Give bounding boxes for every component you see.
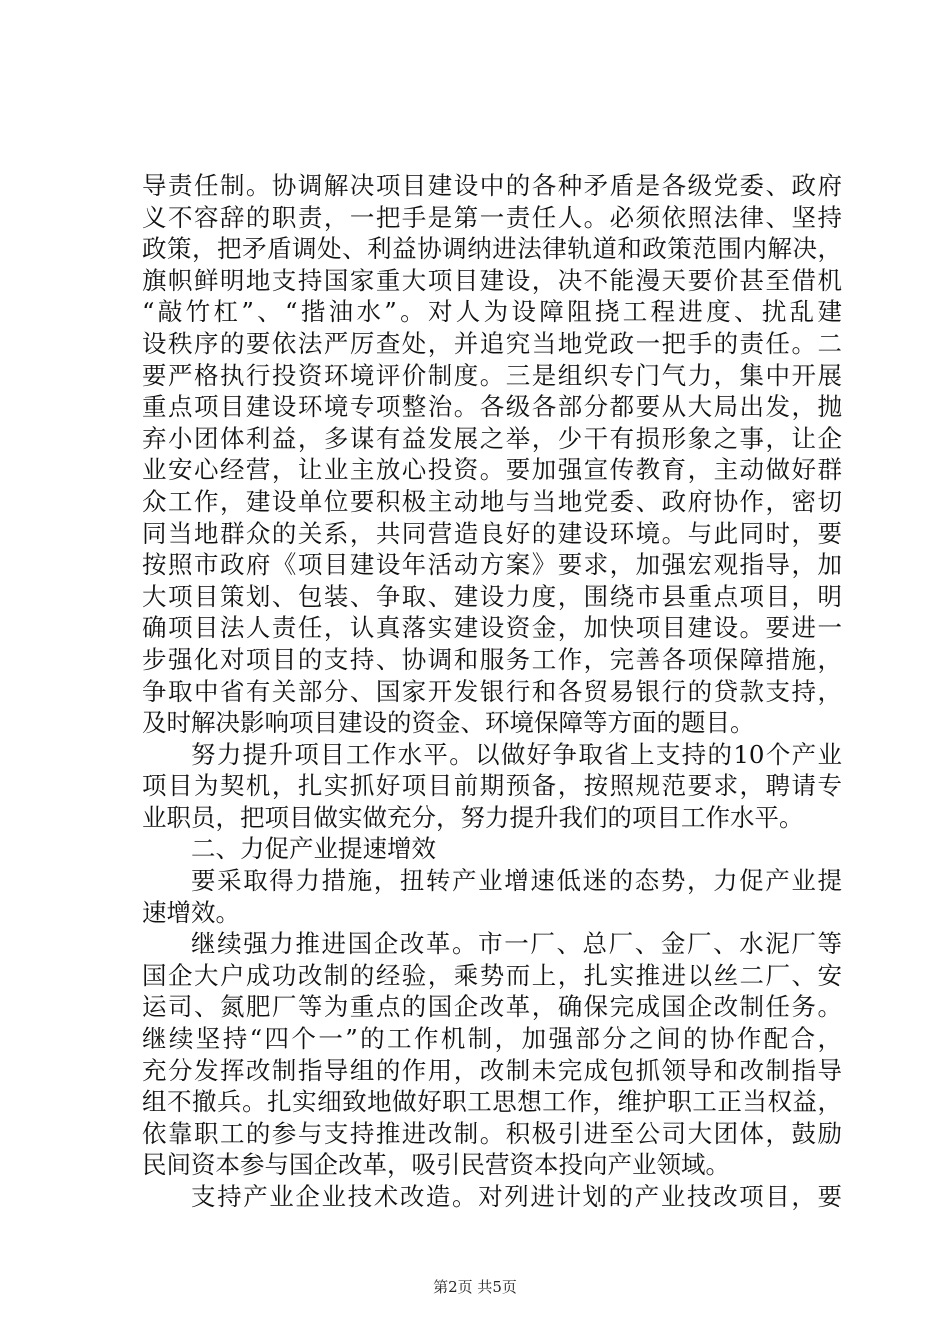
document-body bbox=[142, 170, 842, 1213]
text-line: 运司、氮肥厂等为重点的国企改革，确保完成国企改制任务。 bbox=[142, 992, 842, 1022]
text-line: 继续坚持“四个一”的工作机制，加强部分之间的协作配合， bbox=[142, 1024, 842, 1054]
text-line: 业职员，把项目做实做充分，努力提升我们的项目工作水平。 bbox=[142, 802, 804, 832]
text-line: 依靠职工的参与支持推进改制。积极引进至公司大团体，鼓励 bbox=[142, 1118, 842, 1148]
text-line: 国企大户成功改制的经验，乘势而上，扎实推进以丝二厂、安 bbox=[142, 960, 842, 990]
text-line: 按照市政府《项目建设年活动方案》要求，加强宏观指导，加 bbox=[142, 550, 842, 580]
text-line: 旗帜鲜明地支持国家重大项目建设，决不能漫天要价甚至借机 bbox=[142, 265, 842, 295]
page-footer: 第2页 共5页 bbox=[433, 1278, 517, 1296]
text-line: 争取中省有关部分、国家开发银行和各贸易银行的贷款支持， bbox=[142, 676, 842, 706]
text-line: 导责任制。协调解决项目建设中的各种矛盾是各级党委、政府 bbox=[142, 171, 842, 200]
text-line: 组不撤兵。扎实细致地做好职工思想工作，维护职工正当权益， bbox=[142, 1087, 842, 1117]
text-line: 弃小团体利益，多谋有益发展之举，少干有损形象之事，让企 bbox=[142, 423, 842, 453]
text-line: “敲竹杠”、“揩油水”。对人为设障阻挠工程进度、扰乱建 bbox=[142, 297, 842, 327]
text-line: 步强化对项目的支持、协调和服务工作，完善各项保障措施， bbox=[142, 644, 842, 674]
text-line: 业安心经营，让业主放心投资。要加强宣传教育，主动做好群 bbox=[142, 455, 842, 485]
text-line: 重点项目建设环境专项整治。各级各部分都要从大局出发，抛 bbox=[142, 392, 842, 422]
text-line: 要严格执行投资环境评价制度。三是组织专门气力，集中开展 bbox=[142, 360, 842, 390]
text-line: 要采取得力措施，扭转产业增速低迷的态势，力促产业提 bbox=[191, 866, 842, 896]
text-line: 及时解决影响项目建设的资金、环境保障等方面的题目。 bbox=[142, 708, 755, 738]
text-line: 设秩序的要依法严厉查处，并追究当地党政一把手的责任。二 bbox=[142, 328, 842, 358]
text-line: 政策，把矛盾调处、利益协调纳进法律轨道和政策范围内解决， bbox=[142, 234, 842, 264]
text-line: 众工作，建设单位要积极主动地与当地党委、政府协作，密切 bbox=[142, 486, 842, 516]
text-line: 二、力促产业提速增效 bbox=[191, 834, 436, 864]
text-line: 速增效。 bbox=[142, 897, 240, 927]
text-line: 努力提升项目工作水平。以做好争取省上支持的10个产业 bbox=[191, 739, 842, 769]
text-line: 项目为契机，扎实抓好项目前期预备，按照规范要求，聘请专 bbox=[142, 771, 842, 801]
text-line: 同当地群众的关系，共同营造良好的建设环境。与此同时，要 bbox=[142, 518, 842, 548]
text-line: 继续强力推进国企改革。市一厂、总厂、金厂、水泥厂等 bbox=[191, 929, 842, 959]
text-line: 民间资本参与国企改革，吸引民营资本投向产业领域。 bbox=[142, 1150, 730, 1180]
text-line: 支持产业企业技术改造。对列进计划的产业技改项目，要 bbox=[191, 1182, 842, 1211]
text-line: 确项目法人责任，认真落实建设资金，加快项目建设。要进一 bbox=[142, 613, 842, 643]
text-line: 充分发挥改制指导组的作用，改制未完成包抓领导和改制指导 bbox=[142, 1055, 842, 1085]
text-line: 大项目策划、包装、争取、建设力度，围绕市县重点项目，明 bbox=[142, 581, 842, 611]
text-line: 义不容辞的职责，一把手是第一责任人。必须依照法律、坚持 bbox=[142, 202, 842, 232]
